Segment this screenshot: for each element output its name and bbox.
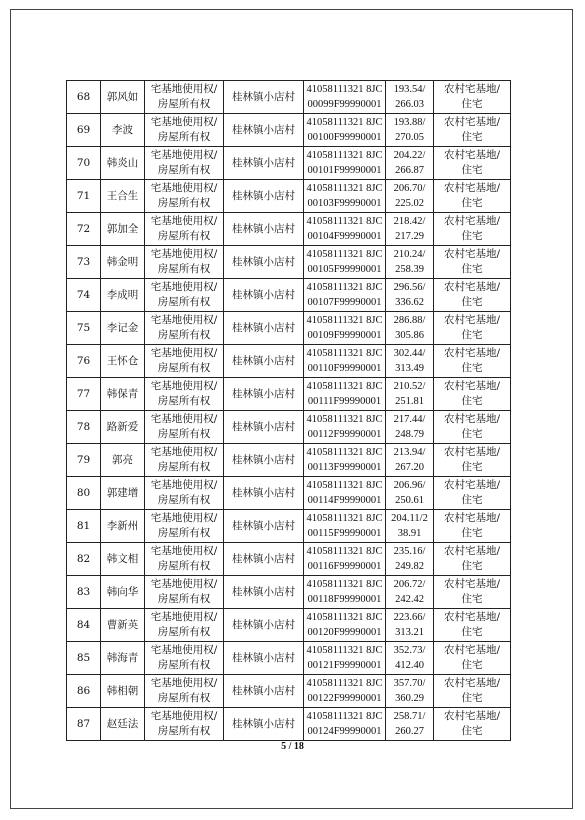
unit-code-cell: 41058111321 8JC 00104F99990001	[304, 213, 386, 246]
row-number-cell: 81	[67, 510, 101, 543]
row-number-cell: 82	[67, 543, 101, 576]
row-number-cell: 87	[67, 708, 101, 741]
location-cell: 桂林镇小店村	[224, 675, 304, 708]
location-cell: 桂林镇小店村	[224, 543, 304, 576]
unit-code-cell: 41058111321 8JC 00122F99990001	[304, 675, 386, 708]
unit-code-cell: 41058111321 8JC 00121F99990001	[304, 642, 386, 675]
right-type-cell: 宅基地使用权/ 房屋所有权	[145, 147, 224, 180]
location-cell: 桂林镇小店村	[224, 609, 304, 642]
unit-code-cell: 41058111321 8JC 00124F99990001	[304, 708, 386, 741]
land-use-cell: 农村宅基地/ 住宅	[434, 345, 511, 378]
right-type-cell: 宅基地使用权/ 房屋所有权	[145, 279, 224, 312]
table-row	[67, 279, 511, 312]
owner-name-cell: 郭亮	[101, 444, 145, 477]
owner-name-cell: 郭建增	[101, 477, 145, 510]
owner-name-cell: 郭加全	[101, 213, 145, 246]
right-type-cell: 宅基地使用权/ 房屋所有权	[145, 114, 224, 147]
table-row	[67, 345, 511, 378]
location-cell: 桂林镇小店村	[224, 213, 304, 246]
table-row	[67, 444, 511, 477]
location-cell: 桂林镇小店村	[224, 576, 304, 609]
area-value-cell: 286.88/ 305.86	[386, 312, 434, 345]
land-use-cell: 农村宅基地/ 住宅	[434, 675, 511, 708]
location-cell: 桂林镇小店村	[224, 147, 304, 180]
row-number-cell: 68	[67, 81, 101, 114]
table-row	[67, 246, 511, 279]
area-value-cell: 206.70/ 225.02	[386, 180, 434, 213]
row-number-cell: 69	[67, 114, 101, 147]
unit-code-cell: 41058111321 8JC 00116F99990001	[304, 543, 386, 576]
location-cell: 桂林镇小店村	[224, 411, 304, 444]
area-value-cell: 210.52/ 251.81	[386, 378, 434, 411]
owner-name-cell: 李成明	[101, 279, 145, 312]
area-value-cell: 206.96/ 250.61	[386, 477, 434, 510]
right-type-cell: 宅基地使用权/ 房屋所有权	[145, 246, 224, 279]
right-type-cell: 宅基地使用权/ 房屋所有权	[145, 180, 224, 213]
row-number-cell: 75	[67, 312, 101, 345]
row-number-cell: 84	[67, 609, 101, 642]
unit-code-cell: 41058111321 8JC 00107F99990001	[304, 279, 386, 312]
area-value-cell: 235.16/ 249.82	[386, 543, 434, 576]
right-type-cell: 宅基地使用权/ 房屋所有权	[145, 444, 224, 477]
row-number-cell: 77	[67, 378, 101, 411]
owner-name-cell: 李记金	[101, 312, 145, 345]
location-cell: 桂林镇小店村	[224, 477, 304, 510]
table-row	[67, 510, 511, 543]
owner-name-cell: 赵廷法	[101, 708, 145, 741]
right-type-cell: 宅基地使用权/ 房屋所有权	[145, 609, 224, 642]
location-cell: 桂林镇小店村	[224, 312, 304, 345]
location-cell: 桂林镇小店村	[224, 510, 304, 543]
location-cell: 桂林镇小店村	[224, 642, 304, 675]
land-use-cell: 农村宅基地/ 住宅	[434, 213, 511, 246]
land-use-cell: 农村宅基地/ 住宅	[434, 444, 511, 477]
owner-name-cell: 韩炎山	[101, 147, 145, 180]
table-row	[67, 312, 511, 345]
owner-name-cell: 韩文相	[101, 543, 145, 576]
unit-code-cell: 41058111321 8JC 00105F99990001	[304, 246, 386, 279]
unit-code-cell: 41058111321 8JC 00120F99990001	[304, 609, 386, 642]
land-use-cell: 农村宅基地/ 住宅	[434, 576, 511, 609]
registry-table	[66, 80, 511, 741]
area-value-cell: 218.42/ 217.29	[386, 213, 434, 246]
row-number-cell: 78	[67, 411, 101, 444]
table-row	[67, 411, 511, 444]
land-use-cell: 农村宅基地/ 住宅	[434, 510, 511, 543]
area-value-cell: 210.24/ 258.39	[386, 246, 434, 279]
land-use-cell: 农村宅基地/ 住宅	[434, 477, 511, 510]
land-use-cell: 农村宅基地/ 住宅	[434, 279, 511, 312]
row-number-cell: 80	[67, 477, 101, 510]
owner-name-cell: 韩海青	[101, 642, 145, 675]
row-number-cell: 73	[67, 246, 101, 279]
table-row	[67, 708, 511, 741]
location-cell: 桂林镇小店村	[224, 444, 304, 477]
table-row	[67, 642, 511, 675]
area-value-cell: 302.44/ 313.49	[386, 345, 434, 378]
unit-code-cell: 41058111321 8JC 00118F99990001	[304, 576, 386, 609]
table-row	[67, 147, 511, 180]
table-row	[67, 378, 511, 411]
location-cell: 桂林镇小店村	[224, 180, 304, 213]
land-use-cell: 农村宅基地/ 住宅	[434, 543, 511, 576]
area-value-cell: 193.88/ 270.05	[386, 114, 434, 147]
unit-code-cell: 41058111321 8JC 00112F99990001	[304, 411, 386, 444]
right-type-cell: 宅基地使用权/ 房屋所有权	[145, 378, 224, 411]
table-row	[67, 675, 511, 708]
area-value-cell: 296.56/ 336.62	[386, 279, 434, 312]
location-cell: 桂林镇小店村	[224, 279, 304, 312]
area-value-cell: 258.71/ 260.27	[386, 708, 434, 741]
unit-code-cell: 41058111321 8JC 00109F99990001	[304, 312, 386, 345]
owner-name-cell: 李波	[101, 114, 145, 147]
unit-code-cell: 41058111321 8JC 00115F99990001	[304, 510, 386, 543]
row-number-cell: 85	[67, 642, 101, 675]
owner-name-cell: 王怀仓	[101, 345, 145, 378]
unit-code-cell: 41058111321 8JC 00103F99990001	[304, 180, 386, 213]
land-use-cell: 农村宅基地/ 住宅	[434, 114, 511, 147]
right-type-cell: 宅基地使用权/ 房屋所有权	[145, 708, 224, 741]
owner-name-cell: 韩相朝	[101, 675, 145, 708]
location-cell: 桂林镇小店村	[224, 246, 304, 279]
area-value-cell: 193.54/ 266.03	[386, 81, 434, 114]
land-use-cell: 农村宅基地/ 住宅	[434, 708, 511, 741]
table-body	[67, 81, 511, 741]
unit-code-cell: 41058111321 8JC 00111F99990001	[304, 378, 386, 411]
right-type-cell: 宅基地使用权/ 房屋所有权	[145, 81, 224, 114]
owner-name-cell: 韩金明	[101, 246, 145, 279]
right-type-cell: 宅基地使用权/ 房屋所有权	[145, 543, 224, 576]
land-use-cell: 农村宅基地/ 住宅	[434, 180, 511, 213]
unit-code-cell: 41058111321 8JC 00100F99990001	[304, 114, 386, 147]
land-use-cell: 农村宅基地/ 住宅	[434, 81, 511, 114]
owner-name-cell: 郭风如	[101, 81, 145, 114]
row-number-cell: 76	[67, 345, 101, 378]
row-number-cell: 86	[67, 675, 101, 708]
table-row	[67, 213, 511, 246]
owner-name-cell: 李新州	[101, 510, 145, 543]
right-type-cell: 宅基地使用权/ 房屋所有权	[145, 576, 224, 609]
row-number-cell: 79	[67, 444, 101, 477]
table-row	[67, 114, 511, 147]
land-use-cell: 农村宅基地/ 住宅	[434, 378, 511, 411]
row-number-cell: 71	[67, 180, 101, 213]
unit-code-cell: 41058111321 8JC 00110F99990001	[304, 345, 386, 378]
right-type-cell: 宅基地使用权/ 房屋所有权	[145, 510, 224, 543]
owner-name-cell: 韩向华	[101, 576, 145, 609]
area-value-cell: 213.94/ 267.20	[386, 444, 434, 477]
area-value-cell: 352.73/ 412.40	[386, 642, 434, 675]
page-number: 5 / 18	[281, 741, 304, 752]
location-cell: 桂林镇小店村	[224, 114, 304, 147]
unit-code-cell: 41058111321 8JC 00113F99990001	[304, 444, 386, 477]
right-type-cell: 宅基地使用权/ 房屋所有权	[145, 675, 224, 708]
table-row	[67, 477, 511, 510]
location-cell: 桂林镇小店村	[224, 81, 304, 114]
area-value-cell: 206.72/ 242.42	[386, 576, 434, 609]
table-row	[67, 543, 511, 576]
owner-name-cell: 韩保青	[101, 378, 145, 411]
unit-code-cell: 41058111321 8JC 00101F99990001	[304, 147, 386, 180]
location-cell: 桂林镇小店村	[224, 345, 304, 378]
land-use-cell: 农村宅基地/ 住宅	[434, 147, 511, 180]
row-number-cell: 74	[67, 279, 101, 312]
owner-name-cell: 路新爱	[101, 411, 145, 444]
right-type-cell: 宅基地使用权/ 房屋所有权	[145, 411, 224, 444]
row-number-cell: 72	[67, 213, 101, 246]
owner-name-cell: 曹新英	[101, 609, 145, 642]
area-value-cell: 217.44/ 248.79	[386, 411, 434, 444]
unit-code-cell: 41058111321 8JC 00099F99990001	[304, 81, 386, 114]
right-type-cell: 宅基地使用权/ 房屋所有权	[145, 477, 224, 510]
land-use-cell: 农村宅基地/ 住宅	[434, 246, 511, 279]
right-type-cell: 宅基地使用权/ 房屋所有权	[145, 642, 224, 675]
area-value-cell: 204.11/2 38.91	[386, 510, 434, 543]
right-type-cell: 宅基地使用权/ 房屋所有权	[145, 345, 224, 378]
land-use-cell: 农村宅基地/ 住宅	[434, 411, 511, 444]
table-row	[67, 180, 511, 213]
right-type-cell: 宅基地使用权/ 房屋所有权	[145, 213, 224, 246]
row-number-cell: 70	[67, 147, 101, 180]
area-value-cell: 204.22/ 266.87	[386, 147, 434, 180]
location-cell: 桂林镇小店村	[224, 708, 304, 741]
area-value-cell: 223.66/ 313.21	[386, 609, 434, 642]
owner-name-cell: 王合生	[101, 180, 145, 213]
location-cell: 桂林镇小店村	[224, 378, 304, 411]
land-use-cell: 农村宅基地/ 住宅	[434, 642, 511, 675]
land-use-cell: 农村宅基地/ 住宅	[434, 609, 511, 642]
row-number-cell: 83	[67, 576, 101, 609]
right-type-cell: 宅基地使用权/ 房屋所有权	[145, 312, 224, 345]
land-use-cell: 农村宅基地/ 住宅	[434, 312, 511, 345]
area-value-cell: 357.70/ 360.29	[386, 675, 434, 708]
table-row	[67, 576, 511, 609]
table-row	[67, 81, 511, 114]
table-row	[67, 609, 511, 642]
unit-code-cell: 41058111321 8JC 00114F99990001	[304, 477, 386, 510]
